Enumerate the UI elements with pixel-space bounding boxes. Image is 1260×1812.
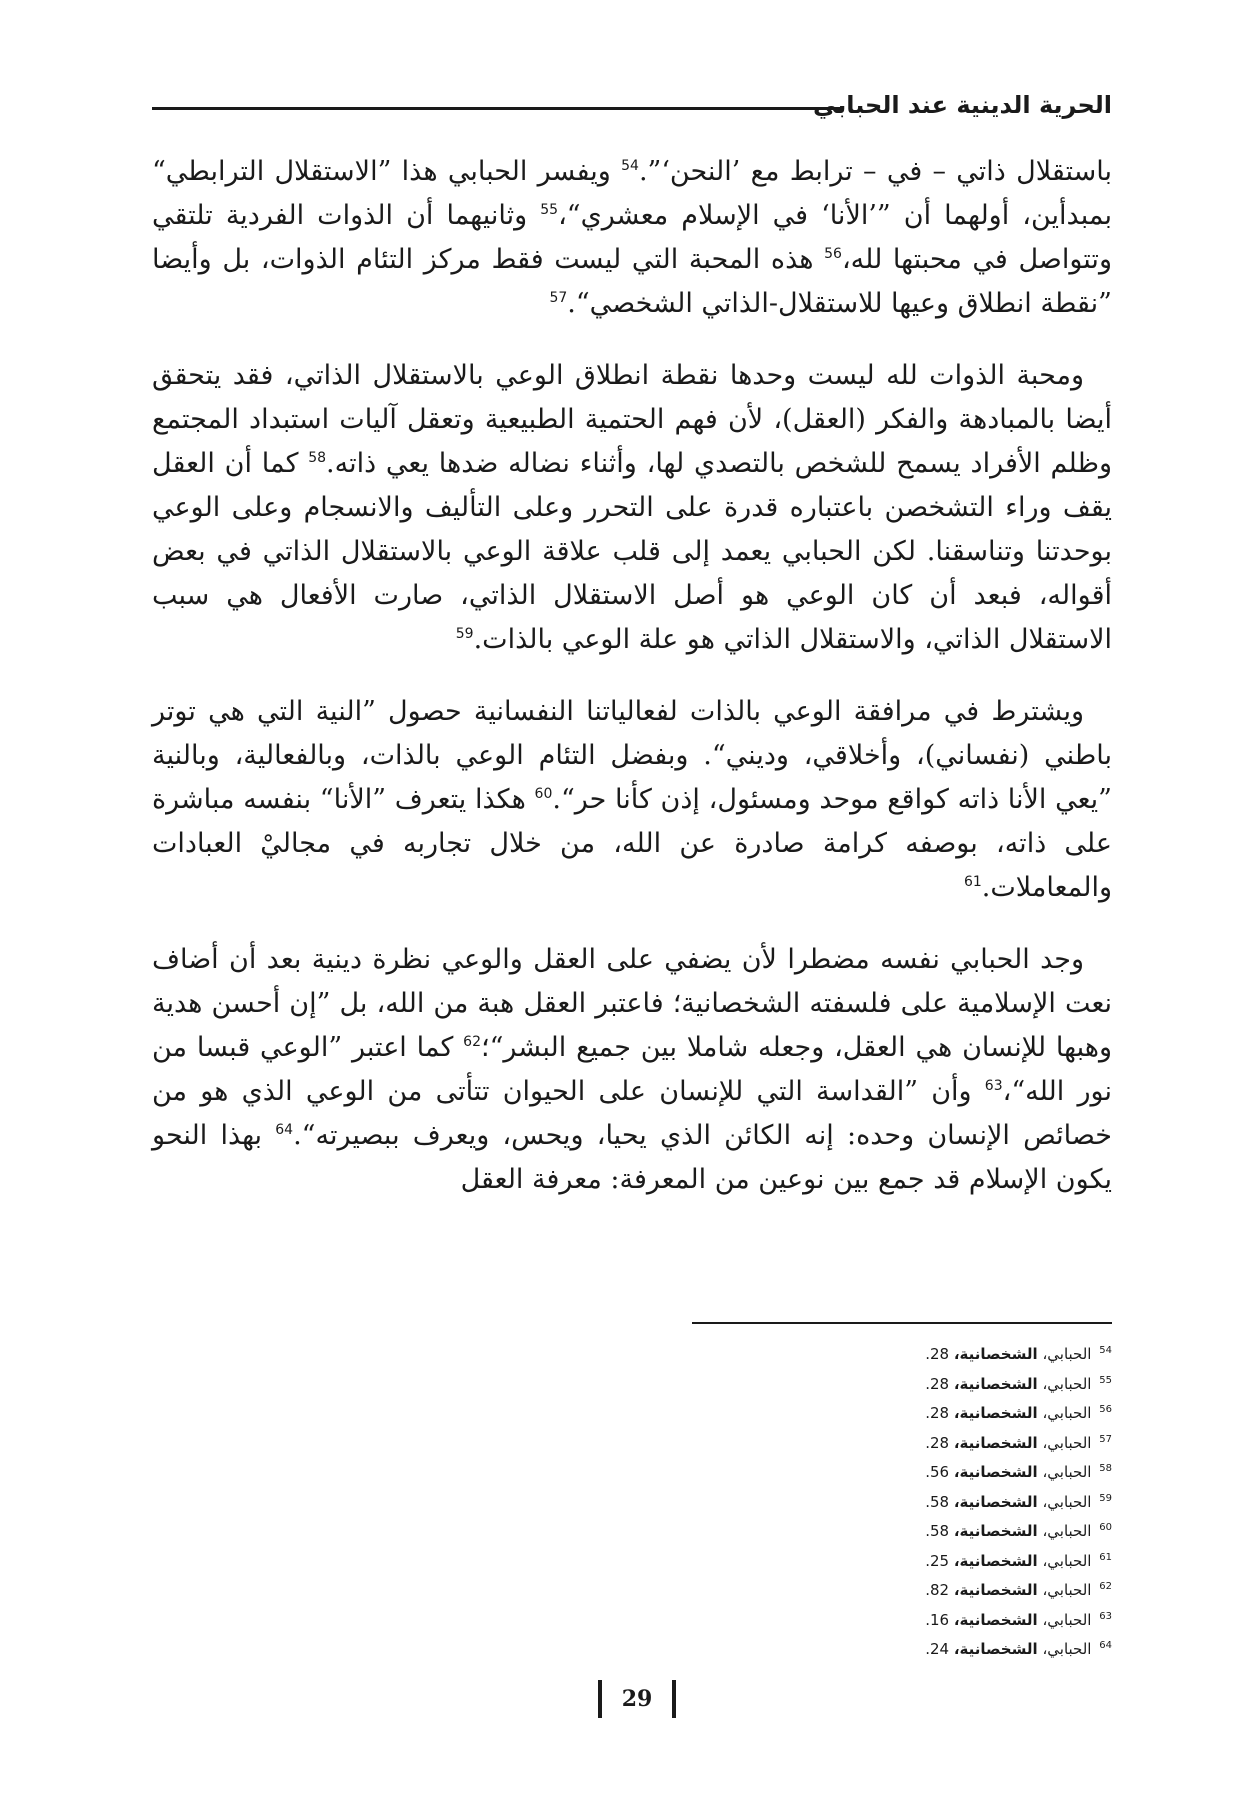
footnote-title: الشخصانية، — [953, 1581, 1038, 1599]
footnote-separator — [692, 1322, 1112, 1324]
footnote-page: 25. — [925, 1551, 950, 1570]
footnote-number: 54 — [1099, 1345, 1112, 1356]
footnote-title: الشخصانية، — [953, 1492, 1038, 1511]
body-text — [152, 150, 1112, 1230]
footnote-ref: 58 — [308, 450, 327, 466]
footnote-title: الشخصانية، — [953, 1433, 1038, 1452]
text-segment: ومحبة الذوات لله ليست وحدها نقطة انطلاق الوعي بالاستقلال الذاتي، فقد يتحقق أيضا بالمبادهة والفكر (العقل)، لأن فهم الحتمية الطبيعية وتعقل آليات استبداد المجتمع وظلم الأفراد يسمح للشخص بالتصدي لها، وأثناء نضاله ضدها يعي ذاته. — [152, 360, 1112, 479]
footnote-ref: 59 — [455, 626, 474, 642]
footnote-title: الشخصانية، — [953, 1374, 1038, 1393]
footnote-ref: 61 — [963, 874, 982, 890]
footnote-author: الحبابي، — [1042, 1404, 1092, 1422]
footnote-title: الشخصانية، — [953, 1551, 1038, 1570]
footnote-ref: 54 — [621, 158, 639, 174]
footnote-title: الشخصانية، — [953, 1610, 1038, 1629]
footnote-title: الشخصانية، — [953, 1640, 1038, 1658]
footnote-page: 56. — [925, 1463, 950, 1481]
running-header — [152, 88, 1112, 122]
footnote-number: 60 — [1099, 1522, 1112, 1533]
footnote-author: الحبابي، — [1042, 1463, 1092, 1481]
footnote-number: 56 — [1099, 1404, 1112, 1415]
footnote-number: 64 — [1099, 1640, 1112, 1651]
text-segment: هكذا يتعرف ”الأنا“ بنفسه مباشرة على ذاته، بوصفه كرامة صادرة عن الله، من خلال تجاربه في مجاليْ العبادات والمعاملات. — [152, 784, 1112, 903]
footnote-item — [512, 1488, 1112, 1518]
footnotes-list — [512, 1340, 1112, 1665]
footnote-ref: 56 — [824, 246, 842, 262]
paragraph-2 — [152, 354, 1112, 662]
footnote-number: 62 — [1099, 1581, 1112, 1592]
footnote-page: 28. — [925, 1433, 950, 1452]
footnote-item — [512, 1576, 1112, 1606]
footnote-item — [512, 1340, 1112, 1370]
footnote-number: 61 — [1099, 1551, 1112, 1563]
footnote-number: 55 — [1099, 1374, 1112, 1386]
footnote-author: الحبابي، — [1042, 1640, 1092, 1658]
text-segment: هذه المحبة التي ليست فقط مركز التئام الذوات، بل وأيضا ”نقطة انطلاق وعيها للاستقلال-الذاتي الشخصي“. — [152, 244, 1112, 319]
page-number-box — [598, 1678, 676, 1720]
footnote-author: الحبابي، — [1042, 1433, 1092, 1452]
text-segment: وأن ”القداسة التي للإنسان على الحيوان تتأتى من الوعي الذي هو من خصائص الإنسان وحده: إنه الكائن الذي يحيا، ويحس، ويعرف ببصيرته“. — [152, 1076, 1112, 1151]
footnote-ref: 57 — [549, 290, 568, 306]
header-rule — [152, 107, 842, 110]
footnote-item — [512, 1458, 1112, 1488]
footnote-author: الحبابي، — [1042, 1374, 1092, 1393]
footnote-item — [512, 1517, 1112, 1547]
footnote-author: الحبابي، — [1042, 1551, 1092, 1570]
paragraph-1 — [152, 150, 1112, 326]
footnote-number: 63 — [1099, 1610, 1112, 1622]
footnote-author: الحبابي، — [1042, 1522, 1092, 1540]
footnote-number: 58 — [1099, 1463, 1112, 1474]
footnote-author: الحبابي، — [1042, 1581, 1092, 1599]
text-segment: ويشترط في مرافقة الوعي بالذات لفعالياتنا النفسانية حصول ”النية التي هي توتر باطني (نفساني)، وأخلاقي، وديني“. وبفضل التئام الوعي بالذات، وبالفعالية، وبالنية ”يعي الأنا ذاته كواقع موحد ومسئول، إذن كأنا حر“. — [152, 696, 1112, 815]
footnote-number: 59 — [1099, 1492, 1112, 1504]
paragraph-3 — [152, 690, 1112, 910]
footnote-author: الحبابي، — [1042, 1345, 1092, 1363]
footnote-item — [512, 1635, 1112, 1665]
footnote-ref: 60 — [534, 786, 553, 802]
footnote-item — [512, 1399, 1112, 1429]
footnote-item — [512, 1606, 1112, 1636]
footnote-page: 24. — [925, 1640, 950, 1658]
footnote-item — [512, 1429, 1112, 1459]
footnote-title: الشخصانية، — [953, 1463, 1038, 1481]
footnote-item — [512, 1370, 1112, 1400]
footnote-ref: 62 — [463, 1034, 481, 1050]
footnote-ref: 63 — [984, 1078, 1003, 1094]
page-number: 29 — [621, 1686, 653, 1712]
footnote-title: الشخصانية، — [953, 1404, 1038, 1422]
footnote-ref: 55 — [540, 202, 559, 218]
footnote-page: 16. — [925, 1610, 950, 1629]
footnote-title: الشخصانية، — [953, 1345, 1038, 1363]
paragraph-4 — [152, 938, 1112, 1202]
footnote-author: الحبابي، — [1042, 1492, 1092, 1511]
footnote-number: 57 — [1099, 1433, 1112, 1445]
text-segment: ويفسر الحبابي هذا ”الاستقلال الترابطي“ بمبدأين، أولهما أن ”’الأنا‘ في الإسلام معشري“، — [152, 156, 1113, 231]
footnote-title: الشخصانية، — [953, 1522, 1038, 1540]
page-number-bar-right — [672, 1680, 676, 1718]
footnote-page: 82. — [925, 1581, 950, 1599]
footnote-ref: 64 — [275, 1122, 294, 1138]
text-segment: باستقلال ذاتي – في – ترابط مع ’النحن‘”. — [638, 156, 1112, 187]
text-segment: وجد الحبابي نفسه مضطرا لأن يضفي على العقل والوعي نظرة دينية بعد أن أضاف نعت الإسلامية على فلسفته الشخصانية؛ فاعتبر العقل هبة من الله، بل ”إن أحسن هدية وهبها للإنسان هي العقل، وجعله شاملا بين جميع البشر“؛ — [152, 944, 1112, 1063]
footnote-page: 58. — [925, 1492, 950, 1511]
footnote-item — [512, 1547, 1112, 1577]
footnote-page: 28. — [925, 1404, 950, 1422]
text-segment: بهذا النحو يكون الإسلام قد جمع بين نوعين من المعرفة: معرفة العقل — [152, 1120, 1112, 1195]
text-segment: كما أن العقل يقف وراء التشخصن باعتباره قدرة على التحرر وعلى التأليف والانسجام وعلى الوعي بوحدتنا وتناسقنا. لكن الحبابي يعمد إلى قلب علاقة الوعي بالاستقلال الذاتي في بعض أقواله، فبعد أن كان الوعي هو أصل الاستقلال الذاتي، صارت الأفعال هي سبب الاستقلال الذاتي، والاستقلال الذاتي هو علة الوعي بالذات. — [152, 448, 1112, 655]
text-segment: وثانيهما أن الذوات الفردية تلتقي وتتواصل في محبتها لله، — [152, 200, 1112, 275]
footnote-page: 58. — [925, 1522, 950, 1540]
footnote-page: 28. — [925, 1374, 950, 1393]
text-segment: كما اعتبر ”الوعي قبسا من نور الله“، — [152, 1032, 1112, 1107]
footnote-author: الحبابي، — [1042, 1610, 1092, 1629]
footnote-page: 28. — [925, 1345, 950, 1363]
running-title: الحرية الدينية عند الحبابي — [812, 91, 1112, 119]
